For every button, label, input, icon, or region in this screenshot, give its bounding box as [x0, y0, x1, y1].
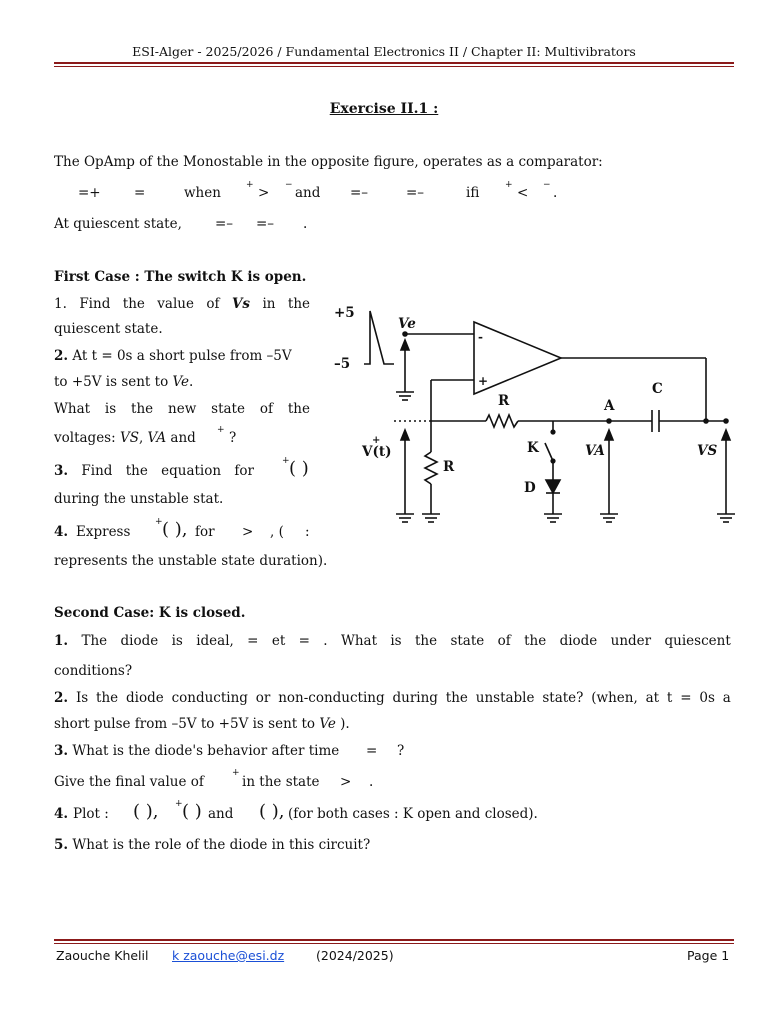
intro-line: The OpAmp of the Monostable in the opposite figure, operates as a comparator: — [54, 154, 603, 170]
formula-eq-c: =– — [350, 185, 369, 201]
sc-q3-text: What is the diode's behavior after time — [72, 743, 340, 759]
q3-paren: ( ) — [289, 458, 309, 479]
sc-q1-word: the — [414, 633, 438, 649]
sc-q1-word: under — [610, 633, 652, 649]
sup-plus-q4: + — [155, 517, 163, 527]
footer-page-number: Page 1 — [687, 948, 730, 963]
sc-q1-word: the — [524, 633, 547, 649]
q2-word: new — [168, 401, 197, 417]
sc-q2-word: a — [722, 690, 731, 706]
q3-line — [54, 463, 254, 479]
sc-q2-word: diode — [126, 690, 164, 706]
sc-q1-word: diode — [120, 633, 159, 649]
running-header: ESI-Alger - 2025/2026 / Fundamental Electronics II / Chapter II: Multivibrators — [132, 44, 636, 59]
sc-q3-line2: Give the final value of — [54, 774, 204, 790]
q4-line2: represents the unstable state duration). — [54, 553, 328, 569]
sc-q1-word: = — [298, 633, 310, 649]
sc-q3-line — [54, 743, 339, 759]
q2-vs: VS — [119, 430, 139, 446]
sc-q1-word: ideal, — [196, 633, 234, 649]
q2-text: At t = 0s a short pulse from –5V — [72, 348, 292, 364]
q4-colon: : — [305, 524, 310, 540]
q2-line3 — [54, 401, 310, 417]
diode-symbol — [546, 480, 560, 493]
exercise-title: Exercise II.1 : — [329, 101, 439, 117]
resistor-top-label: R — [498, 393, 510, 409]
sup-minus-2: − — [543, 180, 551, 190]
ve-arrow — [401, 340, 409, 350]
sc-q2-word: the — [96, 690, 119, 706]
vs-label: VS — [697, 443, 718, 459]
sc-q2-word: during — [392, 690, 438, 706]
sup-plus-2: + — [505, 180, 513, 190]
va-label: VA — [585, 443, 605, 459]
quiescent-eq2: =– — [256, 216, 275, 232]
formula-gt: > — [258, 185, 270, 201]
sc-q3-question: ? — [397, 743, 405, 759]
sc-q1-line2: conditions? — [54, 663, 133, 679]
sup-minus: − — [285, 180, 293, 190]
sc-q2-end: ). — [335, 716, 350, 732]
formula-eq-a: =+ — [78, 185, 101, 201]
capacitor-label: C — [652, 381, 663, 397]
footer-author: Zaouche Khelil — [56, 948, 149, 963]
formula-lt: < — [517, 185, 529, 201]
minus-input-label: - — [478, 330, 483, 344]
sc-q2-word: or — [255, 690, 271, 706]
q2-dot: . — [189, 374, 194, 390]
q3-word: for — [234, 463, 254, 479]
sup-plus-sc4: + — [175, 799, 183, 809]
q1-word: of — [206, 296, 220, 312]
diode-d-label: D — [524, 480, 536, 496]
sc-q1-word: The — [81, 633, 108, 649]
q2-text: to +5V is sent to — [54, 374, 173, 390]
q2-ve: Ve — [172, 374, 189, 390]
sc-q2-word: (when, — [591, 690, 638, 706]
pulse-low-label: –5 — [334, 356, 351, 372]
q2-number: 2. — [54, 348, 69, 364]
q1-word-vs: Vs — [231, 296, 251, 312]
sc-q4-paren2: ( ) — [182, 801, 202, 822]
q4-gt: > — [242, 524, 254, 540]
sc-q1-word: et — [271, 633, 286, 649]
sc-q5-text: What is the role of the diode in this circuit? — [72, 837, 371, 853]
sc-q1-word: . — [323, 633, 328, 649]
sc-q2-number: 2. — [54, 690, 69, 706]
sc-q4-paren3: ( ), — [259, 801, 285, 822]
q2-word: What — [54, 401, 91, 417]
q4-express: Express — [76, 524, 131, 540]
node-a-label: A — [604, 398, 615, 414]
quiescent-end: . — [303, 216, 308, 232]
sc-q5-line — [54, 837, 370, 853]
q3-word: the — [125, 463, 148, 479]
sc-q1-word: diode — [559, 633, 598, 649]
sc-q2-line2 — [54, 716, 350, 732]
second-case-heading: Second Case: K is closed. — [54, 605, 246, 621]
sc-q1-line — [54, 633, 731, 649]
q2-va: VA — [147, 430, 167, 446]
formula-when: when — [184, 185, 221, 201]
header-rule-thin — [54, 66, 734, 67]
sc-q2-word: 0s — [699, 690, 715, 706]
sc-q3-state: in the state — [242, 774, 320, 790]
sc-q1-word: is — [171, 633, 183, 649]
sc-q2-word: the — [445, 690, 468, 706]
sc-q2-ve: Ve — [319, 716, 336, 732]
q1-word: the — [122, 296, 145, 312]
sc-q1-word: is — [390, 633, 402, 649]
sc-q2-word: = — [680, 690, 692, 706]
v-plus-sup: + — [372, 435, 381, 446]
sc-q2-word: state? — [542, 690, 584, 706]
sc-q1-word: What — [340, 633, 377, 649]
formula-eq-d: =– — [406, 185, 425, 201]
q1-line2: quiescent state. — [54, 321, 163, 337]
q2-sep: , — [138, 430, 148, 446]
sc-q2-word: conducting — [171, 690, 248, 706]
q1-line — [54, 296, 310, 312]
q3-number: 3. — [54, 463, 69, 479]
sc-q1-number: 1. — [54, 633, 69, 649]
formula-end: . — [553, 185, 558, 201]
footer-rule-thin — [54, 943, 734, 944]
pulse-waveform — [364, 311, 394, 364]
q1-word: the — [287, 296, 310, 312]
formula-if: ifi — [466, 185, 480, 201]
sc-q1-word: = — [247, 633, 259, 649]
formula-eq-b: = — [134, 185, 146, 201]
v-plus-label: V(t) — [362, 444, 392, 460]
sc-q1-word: of — [497, 633, 511, 649]
header-rule — [54, 62, 734, 64]
formula-and: and — [295, 185, 321, 201]
q2-word: the — [131, 401, 154, 417]
quiescent-eq1: =– — [215, 216, 234, 232]
footer-rule — [54, 939, 734, 941]
sc-q2-word: unstable — [475, 690, 535, 706]
sc-q1-word: quiescent — [664, 633, 731, 649]
sc-q2-word: at — [645, 690, 660, 706]
sc-q4-number: 4. — [54, 806, 69, 822]
footer-email-link[interactable]: k zaouche@esi.dz — [172, 948, 285, 963]
q4-paren: ( ), — [162, 519, 188, 540]
sup-plus-sc3: + — [232, 768, 240, 778]
q1-word: in — [262, 296, 276, 312]
footer-year: (2024/2025) — [316, 948, 394, 963]
sc-q2-text: short pulse from –5V to +5V is sent to — [54, 716, 320, 732]
sup-plus-q2: + — [217, 425, 225, 435]
q4-for: for — [195, 524, 215, 540]
q2-line1 — [54, 348, 292, 364]
sc-q3-eq: = — [366, 743, 378, 759]
q2-line4 — [54, 430, 196, 446]
q1-word: value — [157, 296, 194, 312]
q2-and: and — [166, 430, 196, 446]
sc-q1-word: state — [450, 633, 485, 649]
quiescent-label: At quiescent state, — [54, 216, 182, 232]
sc-q3-gt: > — [340, 774, 352, 790]
ve-label: Ve — [398, 316, 416, 332]
q2-question-mark: ? — [229, 430, 237, 446]
first-case-heading: First Case : The switch K is open. — [54, 269, 307, 285]
sc-q2-line — [54, 690, 731, 706]
q4-paren-open: , ( — [270, 524, 284, 540]
q2-word: is — [104, 401, 117, 417]
sc-q4-plot: Plot : — [73, 806, 109, 822]
sup-plus-q3: + — [282, 456, 290, 466]
sc-q3-number: 3. — [54, 743, 69, 759]
q3-word: Find — [81, 463, 113, 479]
q2-word: state — [211, 401, 245, 417]
monostable-circuit — [326, 292, 742, 532]
sc-q4-rest: (for both cases : K open and closed). — [288, 806, 538, 822]
q2-text: voltages: — [54, 430, 120, 446]
resistor-bottom-label: R — [443, 459, 455, 475]
q2-word: of — [259, 401, 273, 417]
switch-k-label: K — [527, 440, 539, 456]
q1-word: Find — [79, 296, 111, 312]
q1-word: 1. — [54, 296, 67, 312]
sc-q3-end: . — [369, 774, 374, 790]
pulse-high-label: +5 — [334, 305, 355, 321]
q3-word: equation — [161, 463, 222, 479]
sc-q2-word: Is — [75, 690, 89, 706]
plus-input-label: + — [478, 374, 489, 388]
q3-line2: during the unstable stat. — [54, 491, 224, 507]
sc-q5-number: 5. — [54, 837, 69, 853]
q2-line2 — [54, 374, 193, 390]
q2-word: the — [287, 401, 310, 417]
sc-q4-paren1: ( ), — [133, 801, 159, 822]
sup-plus: + — [246, 180, 254, 190]
sc-q2-word: t — [666, 690, 673, 706]
sc-q2-word: non-conducting — [278, 690, 385, 706]
q4-number: 4. — [54, 524, 69, 540]
sc-q4-and: and — [208, 806, 234, 822]
